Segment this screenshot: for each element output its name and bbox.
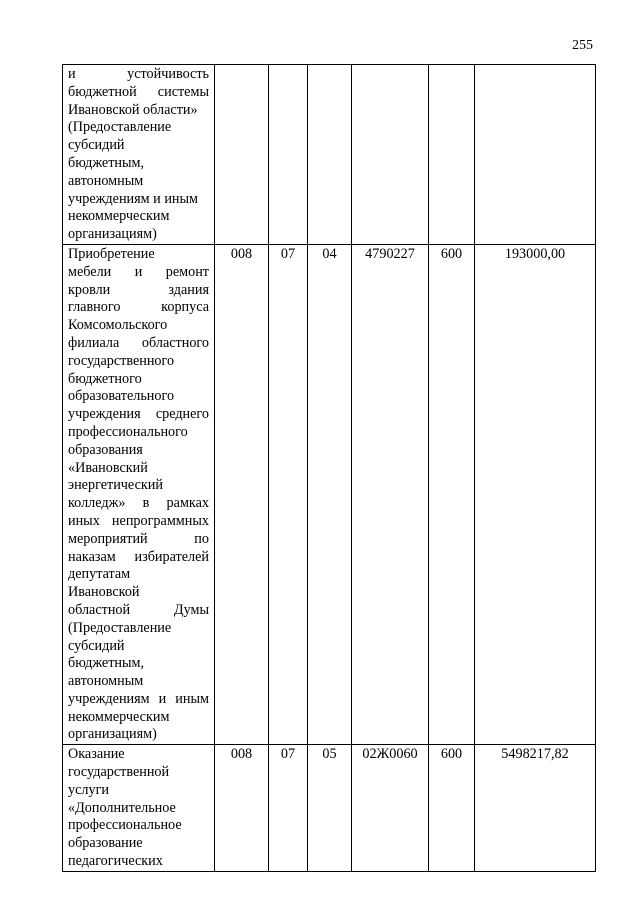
description-line: Ивановской области» <box>68 101 198 118</box>
description-line: кровли здания <box>68 281 209 298</box>
table-row <box>63 745 596 872</box>
subsection-code-cell <box>308 65 352 245</box>
description-line: Ивановской <box>68 584 140 601</box>
description-line: «Дополнительное <box>68 799 176 816</box>
subsection-code-cell: 04 <box>308 244 352 744</box>
description-line: педагогических <box>68 853 163 870</box>
sum-cell: 5498217,82 <box>475 745 596 872</box>
description-line: энергетический <box>68 477 163 494</box>
description-line: организациям) <box>68 226 157 243</box>
description-line: главного корпуса <box>68 299 209 316</box>
section-code-cell: 07 <box>269 745 308 872</box>
admin-code-cell: 008 <box>215 244 269 744</box>
description-line: образовательного <box>68 388 175 405</box>
expense-type-cell <box>429 65 475 245</box>
target-article-cell <box>352 65 429 245</box>
description-line: организациям) <box>68 726 157 743</box>
description-line: мебели и ремонт <box>68 263 209 280</box>
description-line: автономным <box>68 673 144 690</box>
description-line: профессионального <box>68 423 188 440</box>
description-line: мероприятий по <box>68 530 209 547</box>
description-line: государственного <box>68 352 175 369</box>
description-line: учреждениям и иным <box>68 690 209 707</box>
description-line: колледж» в рамках <box>68 495 209 512</box>
description-line: бюджетной системы <box>68 83 209 100</box>
budget-table-body <box>63 65 596 872</box>
description-line: Приобретение <box>68 245 155 262</box>
subsection-code-cell: 05 <box>308 745 352 872</box>
target-article-cell: 4790227 <box>352 244 429 744</box>
sum-cell <box>475 65 596 245</box>
admin-code-cell <box>215 65 269 245</box>
page-number: 255 <box>572 38 593 53</box>
description-line: учреждениям и иным <box>68 190 199 207</box>
section-code-cell: 07 <box>269 244 308 744</box>
description-line: некоммерческим <box>68 708 170 725</box>
description-line: субсидий <box>68 137 125 154</box>
description-line: филиала областного <box>68 334 209 351</box>
description-line: областной Думы <box>68 601 209 618</box>
description-line: государственной <box>68 764 170 781</box>
description-line: (Предоставление <box>68 119 172 136</box>
description-line: услуги <box>68 781 109 798</box>
table-row <box>63 65 596 245</box>
admin-code-cell: 008 <box>215 745 269 872</box>
description-line: и устойчивость <box>68 66 209 82</box>
row-description-cell <box>63 65 215 245</box>
description-line: депутатам <box>68 566 131 583</box>
description-line: бюджетного <box>68 370 142 387</box>
description-line: Оказание <box>68 746 125 763</box>
description-line: автономным <box>68 172 144 189</box>
description-line: иных непрограммных <box>68 512 209 529</box>
expense-type-cell: 600 <box>429 745 475 872</box>
row-description-cell <box>63 244 215 744</box>
description-line: некоммерческим <box>68 208 170 225</box>
section-code-cell <box>269 65 308 245</box>
expense-type-cell: 600 <box>429 244 475 744</box>
sum-cell: 193000,00 <box>475 244 596 744</box>
description-line: образования <box>68 441 143 458</box>
description-line: профессиональное <box>68 817 182 834</box>
description-line: (Предоставление <box>68 619 172 636</box>
description-line: образование <box>68 835 143 852</box>
table-row <box>63 244 596 744</box>
description-line: наказам избирателей <box>68 548 209 565</box>
description-line: бюджетным, <box>68 154 145 171</box>
description-line: субсидий <box>68 637 125 654</box>
description-line: Комсомольского <box>68 317 168 334</box>
description-line: «Ивановский <box>68 459 148 476</box>
target-article-cell: 02Ж0060 <box>352 745 429 872</box>
row-description-cell <box>63 745 215 872</box>
description-line: учреждения среднего <box>68 406 209 423</box>
budget-table <box>62 64 596 872</box>
description-line: бюджетным, <box>68 655 145 672</box>
